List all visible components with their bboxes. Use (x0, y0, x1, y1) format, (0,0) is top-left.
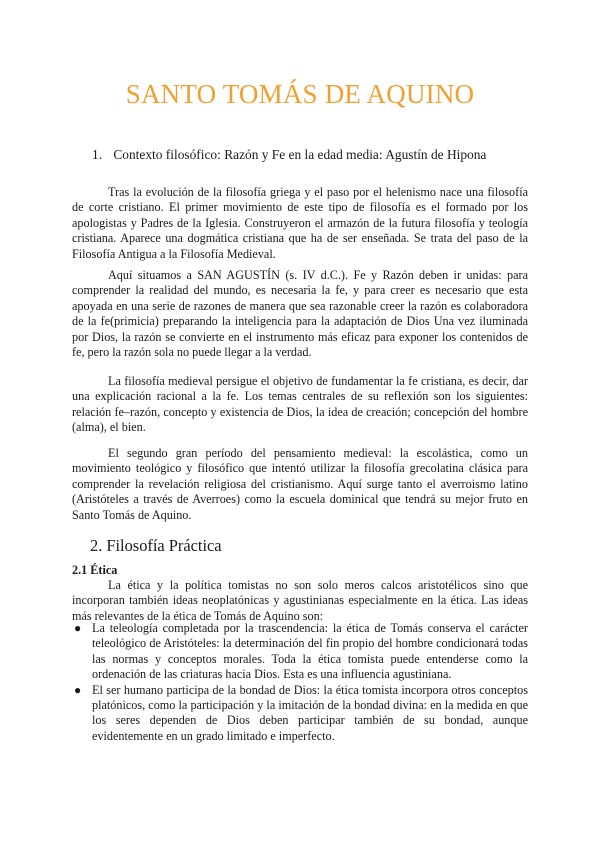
list-item (72, 621, 528, 683)
section-1-number: 1. (92, 147, 103, 162)
ethics-bullet-list (72, 621, 528, 744)
list-item-text: El ser humano participa de la bondad de Dios: la ética tomista incorpora otros conceptos platónicos, como la participación y la imitación de la bondad divina: en la medida en que los seres dependen de Dios deben participar también de su bondad, aunque evidentemente en un grado limitado e imperfecto. (92, 682, 528, 743)
paragraph-3: La filosofía medieval persigue el objetivo de fundamentar la fe cristiana, es decir, dar una explicación racional a la fe. Los temas centrales de su reflexión son los siguientes: relación fe–razón, concepto y existencia de Dios, la idea de creación; concepción del hombre (alma), el bien. (72, 374, 528, 435)
ethics-intro-paragraph: La ética y la política tomistas no son solo meros calcos aristotélicos sino que incorporan también ideas neoplatónicas y agustinianas especialmente en la ética. Las ideas más relevantes de la ética de Tomás de Aquino son: (72, 578, 528, 623)
bullet-icon: ● (74, 621, 82, 635)
bullet-icon: ● (74, 682, 82, 697)
subsection-heading: 2.1 Ética (72, 563, 118, 577)
document-title: SANTO TOMÁS DE AQUINO (125, 79, 475, 109)
paragraph-1: Tras la evolución de la filosofía griega y el paso por el helenismo nace una filosofía de corte cristiano. El primer movimiento de este tipo de filosofía es el formado por los apologistas y Padres de la Iglesia. Construyeron el armazón de la futura filosofía y teología cristiana. Aparece una dogmática cristiana que ha de ser enseñada. Se trata del paso de la Filosofía Antigua a la Filosofía Medieval. (72, 185, 528, 261)
list-item (72, 683, 528, 745)
list-item-text: La teleología completada por la trascendencia: la ética de Tomás conserva el carácter teleológico de Aristóteles: la determinación del fin propio del hombre condicionará todas las normas y conceptos morales. Toda la ética tomista puede entenderse como la ordenación de las criaturas hacia Dios. Esta es una influencia agustiniana. (92, 621, 528, 682)
section-2-heading: 2. Filosofía Práctica (90, 536, 222, 555)
section-1-heading-text: Contexto filosófico: Razón y Fe en la edad media: Agustín de Hipona (113, 147, 487, 162)
paragraph-4: El segundo gran período del pensamiento medieval: la escolástica, como un movimiento teológico y filosófico que intentó utilizar la filosofía grecolatina clásica para comprender la revelación religiosa del cristianismo. Aquí surge tanto el averroismo latino (Aristóteles a través de Averroes) como la escuela dominical que tendrá su mejor fruto en Santo Tomás de Aquino. (72, 446, 528, 522)
section-1-heading (92, 146, 552, 164)
paragraph-2: Aquí situamos a SAN AGUSTÍN (s. IV d.C.). Fe y Razón deben ir unidas: para comprender la realidad del mundo, es necesaria la fe, y para creer es necesario que esta apoyada en una serie de razones de manera que sea razonable creer la razón es colaboradora de la fe(primicia) preparando la inteligencia para la adaptación de Dios Una vez iluminada por Dios, la razón se convierte en el instrumento más eficaz para exponer los contenidos de fe, pero la razón sola no puede llegar a la verdad. (72, 268, 528, 360)
